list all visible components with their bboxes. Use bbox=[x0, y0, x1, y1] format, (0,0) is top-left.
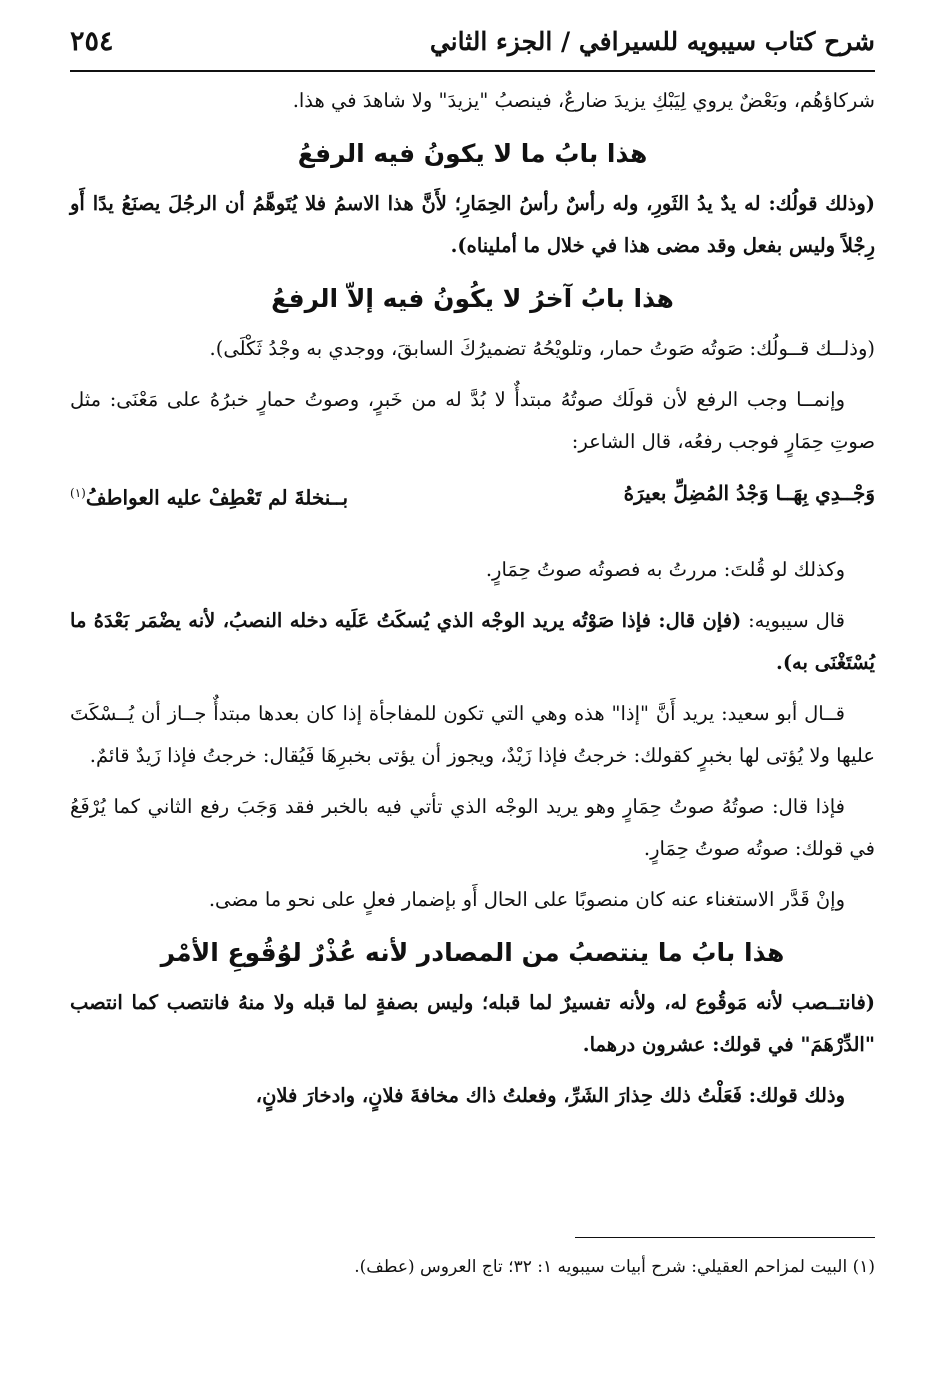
paragraph: وذلك قولك: فَعَلْتُ ذلك حِذارَ الشَرِّ، وفعلتُ ذاك مخافةَ فلانٍ، وادخارَ فلانٍ، bbox=[255, 1083, 845, 1107]
header-rule bbox=[70, 70, 875, 72]
paragraph: وكذلك لو قُلتَ: مررتُ به فصوتُه صوتُ حِمَارٍ. bbox=[485, 557, 845, 581]
footnote: (١) البيت لمزاحم العقيلي: شرح أبيات سيبويه ١: ٣٢؛ تاج العروس (عطف). bbox=[354, 1257, 875, 1277]
paragraph: وإنمــا وجب الرفع لأن قولَك صوتُهُ مبتدأٌ لا بُدَّ له من خَبرٍ، وصوتُ حمارٍ خبرُهُ على مَعْنَى: مثل صوتِ حِمَارٍ فوجب رفعُه، قال الشاعر: bbox=[70, 388, 875, 453]
verse-second-hemistich-wrap bbox=[70, 472, 348, 519]
footnote-rule bbox=[575, 1237, 875, 1238]
section-heading: هذا بابُ ما لا يكونُ فيه الرفعُ bbox=[297, 139, 648, 168]
page-number: ٢٥٤ bbox=[70, 25, 114, 57]
quoted-text: (فإن قال: فإذا صَوْتُه يريد الوجْه الذي يُسكَتُ عَلَيه دخله النصبُ، لأنه يضْمَر بَعْدَهُ ما يُسْتَغْنَى به). bbox=[70, 608, 875, 674]
paragraph: (وذلــك قــولُك: صَوتُه صَوتُ حمار، وتلويْحُهُ تضميرُكَ السابقَ، ووجدي به وجْدُ ثَكْلَى). bbox=[209, 337, 875, 360]
paragraph: قــال أبو سعيد: يريد أَنَّ "إذا" هذه وهي التي تكون للمفاجأة إذا كان بعدها مبتدأٌ جــاز أن يُــسْكَتَ عليها ولا يُؤتى لها بخبرٍ كقولك: خرجتُ فإذا زَيْدٌ، ويجوز أن يؤتى بخبرِهَا فَيُقال: خرجتُ فإذا زَيدٌ قائمٌ. bbox=[70, 701, 875, 767]
paragraph: (وذلك قولُك: له يدٌ يدُ الثَورِ، وله رأسٌ رأسُ الحِمَارِ؛ لأَنَّ هذا الاسمُ فلا يُتَوهَّمُ أن الرجُلَ يصنَعُ يدًا أَو رِجْلاً وليس بفعل وقد مضى هذا في خلال ما أمليناه). bbox=[70, 192, 875, 257]
page-header bbox=[70, 18, 875, 64]
paragraph: فإذا قال: صوتُهُ صوتُ حِمَارٍ وهو يريد الوجْه الذي تأتي فيه بالخبر فقد وَجَبَ رفع الثاني كما يُرْفَعُ في قولك: صوتُه صوتُ حِمَارٍ. bbox=[70, 794, 875, 860]
paragraph: (فانتــصب لأنه مَوقُوع له، ولأنه تفسيرٌ لما قبله؛ وليس بصفةٍ لما قبله ولا منهُ فانتصب كما انتصب "الدِّرْهَمَ" في قولك: عشرون درهما. bbox=[70, 990, 875, 1056]
verse-first-hemistich: وَجْــدِي بِهَــا وَجْدُ المُضِلِّ بعيرَهُ bbox=[623, 481, 875, 505]
poetry-verse bbox=[70, 472, 875, 519]
running-head: شرح كتاب سيبويه للسيرافي / الجزء الثاني bbox=[429, 26, 875, 56]
section-heading: هذا بابُ ما ينتصبُ من المصادر لأنه عُذْرٌ لوُقُوعِ الأمْر bbox=[160, 937, 785, 967]
footnote-marker: (١) bbox=[70, 486, 86, 500]
body-text bbox=[70, 80, 875, 1126]
paragraph: وإنْ قَدَّر الاستغناء عنه كان منصوبًا على الحال أَو بإضمار فعلٍ على نحو ما مضى. bbox=[208, 887, 845, 911]
verse-second-hemistich: بــنخلةَ لم تَعْطِفْ عليه العواطفُ bbox=[85, 485, 349, 510]
paragraph-lead: قال سيبويه: bbox=[741, 608, 845, 632]
section-heading: هذا بابُ آخرُ لا يكُونُ فيه إلاّ الرفعُ bbox=[271, 284, 674, 313]
paragraph bbox=[70, 600, 875, 684]
paragraph: شركاؤهُم، وبَعْضٌ يروي لِيَبْكِ يزيدَ ضارعٌ، فينصبُ "يزيدَ" ولا شاهدَ في هذا. bbox=[292, 89, 875, 112]
